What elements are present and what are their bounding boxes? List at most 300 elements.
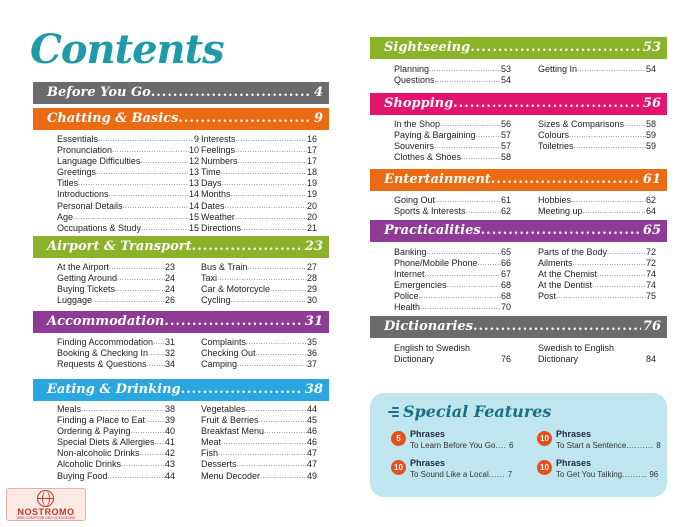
entry-label: Weather [201,211,235,222]
entry-page: 40 [164,426,175,437]
entry-label: Buying Food [57,470,108,481]
section-title: Eating & Drinking [47,382,181,397]
leader-dots [435,75,501,86]
entry-page: 59 [645,130,656,141]
leader-dots [491,169,641,191]
feature-heading: Phrases [410,429,446,439]
toc-entry[interactable] [57,359,175,370]
toc-entry[interactable] [394,64,511,75]
entry-page: 84 [645,354,656,365]
feature-text: To Sound Like a Local [410,470,489,479]
entry-label: Days [201,178,222,189]
entry-label: At the Airport [57,262,110,272]
entry-label: Colours [538,130,570,141]
leader-dots [98,134,194,145]
leader-dots [577,64,646,75]
section-title: Dictionaries [384,319,473,334]
entry-label: Ordering & Paying [57,426,131,437]
toc-entry[interactable] [394,119,511,130]
leader-dots [81,404,165,415]
feature-item-2[interactable]: 10 Phrases To Sound Like a Local...... 7 [391,458,512,480]
section-header-practicalities[interactable] [370,220,667,242]
entry-page: 72 [645,247,656,257]
toc-entry[interactable] [538,280,656,291]
entry-page: 31 [164,337,175,347]
leader-dots [117,273,165,284]
entry-page: 24 [164,273,175,284]
entry-label: Bus & Train [201,262,248,272]
leader-dots [123,201,189,212]
toc-entry[interactable] [538,195,656,206]
toc-entry[interactable] [394,141,511,152]
toc-entry[interactable] [201,459,317,470]
leader-dots [260,471,307,482]
toc-entry[interactable] [201,262,317,273]
section-list-sightseeing [394,64,511,86]
toc-entry[interactable] [201,295,317,306]
section-list-accommodation [57,337,175,370]
feature-text: To Get You Talking [556,470,623,479]
toc-entry[interactable] [394,269,511,280]
leader-dots [597,269,646,280]
toc-entry[interactable] [57,212,199,223]
entry-label: Hobbies [538,195,572,205]
toc-entry[interactable] [201,426,317,437]
entry-page: 14 [188,200,199,211]
entry-page: 20 [306,200,317,211]
leader-dots [92,295,165,306]
entry-page: 65 [500,247,511,257]
leader-dots [231,295,307,306]
section-header-entertainment[interactable] [370,169,667,191]
toc-entry[interactable] [201,415,317,426]
leader-dots [425,269,501,280]
leader-dots [231,189,307,200]
entry-label: Finding a Place to Eat [57,415,146,426]
entry-label: Greetings [57,167,97,178]
entry-label: Phone/Mobile Phone [394,258,478,269]
toc-entry[interactable] [394,258,511,269]
entry-page: 56 [500,119,511,129]
leader-dots [607,247,646,258]
entry-page: 46 [306,426,317,437]
leader-dots [109,189,189,200]
entry-page: 67 [500,269,511,280]
feature-heading: Phrases [556,429,592,439]
entry-label: Taxi [201,273,218,284]
toc-entry[interactable] [201,471,317,482]
section-list-dictionaries [538,343,656,365]
section-header-shopping[interactable] [370,93,667,115]
entry-page: 15 [188,222,199,233]
toc-entry[interactable] [57,337,175,348]
leader-dots [470,37,641,59]
entry-label: Feelings [201,145,236,156]
leader-dots [109,262,165,273]
globe-icon [37,490,54,507]
toc-entry[interactable] [394,291,511,302]
entry-page: 62 [500,206,511,217]
leader-dots [447,280,501,291]
entry-label: Introductions [57,189,109,200]
toc-entry[interactable] [57,134,199,145]
toc-entry[interactable] [394,280,511,291]
entry-page: 68 [500,280,511,291]
entry-page: 19 [306,189,317,200]
special-features-label: Special Features [403,402,552,421]
toc-entry[interactable] [394,206,511,217]
toc-entry[interactable] [57,471,175,482]
toc-entry[interactable] [57,178,199,189]
leader-dots [420,302,501,313]
toc-entry[interactable] [201,212,317,223]
entry-label: Luggage [57,295,93,306]
entry-page: 41 [164,437,175,448]
entry-page: 58 [500,152,511,163]
entry-label: Finding Accommodation [57,337,154,347]
leader-dots [246,404,307,415]
toc-entry[interactable] [394,130,511,141]
section-header-accommodation[interactable] [33,311,329,333]
entry-page: 46 [306,437,317,448]
entry-page: 35 [306,337,317,347]
feature-page: 96 [649,470,659,479]
feature-badge: 10 [537,460,552,475]
toc-entry[interactable] [57,145,199,156]
toc-entry[interactable] [201,189,317,200]
entry-label: Getting Around [57,273,118,284]
toc-entry[interactable] [57,284,175,295]
section-list-chatting [57,134,199,234]
entry-label: Getting In [538,64,578,74]
entry-label: Police [394,291,419,302]
toc-entry[interactable] [201,145,317,156]
entry-label: Post [538,291,557,302]
section-header-airport[interactable] [33,236,329,258]
toc-entry[interactable] [201,284,317,295]
leader-dots [241,223,307,234]
entry-page: 74 [645,280,656,291]
leader-dots [235,212,307,223]
feature-item-3[interactable]: 10 Phrases To Start a Sentence.......... 8 [537,429,661,451]
leader-dots [583,206,646,217]
section-list-eating [57,404,175,482]
entry-page: 18 [306,167,317,178]
toc-entry[interactable] [394,195,511,206]
section-title: Chatting & Basics [47,111,179,126]
toc-entry[interactable] [538,130,656,141]
entry-label: Souvenirs [394,141,435,152]
section-list-sightseeing [538,64,656,75]
leader-dots [78,178,189,189]
toc-entry[interactable] [57,404,175,415]
leader-dots [73,212,189,223]
entry-page: 44 [306,404,317,414]
toc-entry[interactable] [201,404,317,415]
leader-dots [140,448,165,459]
toc-entry[interactable] [57,189,199,200]
special-features-title [388,402,551,421]
leader-dots [140,156,189,167]
leader-dots [574,141,646,152]
leader-dots [427,247,501,258]
entry-label: Fruit & Berries [201,415,259,426]
entry-page: 24 [164,284,175,295]
leader-dots [108,471,165,482]
entry-label: Non-alcoholic Drinks [57,448,140,459]
toc-entry[interactable] [538,141,656,152]
entry-page: 76 [500,354,511,365]
leader-dots [478,258,501,269]
section-title: Practicalities [384,223,481,238]
entry-page: 54 [645,64,656,74]
leader-dots [131,426,165,437]
entry-page: 74 [645,269,656,280]
feature-page: 7 [507,470,513,479]
toc-entry[interactable] [538,291,656,302]
entry-label: Toiletries [538,141,574,152]
toc-entry[interactable] [538,343,656,365]
feature-item-4[interactable]: 10 Phrases To Get You Talking......... 96 [537,458,658,480]
leader-dots [434,141,501,152]
entry-page: 19 [306,178,317,189]
leader-dots [192,236,303,258]
section-page: 38 [304,382,323,397]
entry-label: Occupations & Study [57,222,142,233]
leader-dots [556,291,646,302]
entry-label: Essentials [57,134,99,144]
section-page: 76 [642,319,661,334]
toc-entry[interactable] [57,201,199,212]
leader-dots [476,130,501,141]
entry-label: Banking [394,247,427,257]
entry-label: Sports & Interests [394,206,466,217]
toc-entry[interactable] [394,343,511,365]
leader-dots [141,223,189,234]
entry-page: 45 [306,415,317,426]
entry-page: 14 [188,189,199,200]
entry-label: Dates [201,200,225,211]
toc-entry[interactable] [57,262,175,273]
feature-badge: 5 [391,431,406,446]
leader-dots [218,448,307,459]
section-page: 9 [313,111,323,126]
section-header-sightseeing[interactable] [370,37,667,59]
entry-page: 15 [188,211,199,222]
toc-entry[interactable] [394,247,511,258]
section-page: 53 [642,40,661,55]
toc-entry[interactable] [201,359,317,370]
entry-label: Swedish to English Dictionary [538,343,615,365]
section-header-dictionaries[interactable] [370,316,667,338]
feature-heading: Phrases [410,458,446,468]
toc-entry[interactable] [538,247,656,258]
entry-page: 54 [500,75,511,86]
toc-entry[interactable] [394,152,511,163]
feature-page: 6 [509,441,514,450]
section-list-accommodation [201,337,317,370]
feature-badge: 10 [391,460,406,475]
toc-entry[interactable] [57,348,175,359]
section-page: 56 [642,96,661,111]
toc-entry[interactable] [201,156,317,167]
toc-entry[interactable] [201,134,317,145]
logo-name: NOSTROMO [17,507,75,517]
entry-page: 53 [500,64,511,74]
leader-dots [178,108,312,130]
entry-page: 39 [164,415,175,426]
section-list-practicalities [538,247,656,302]
toc-entry[interactable] [57,295,175,306]
toc-entry[interactable] [57,273,175,284]
toc-entry[interactable] [201,437,317,448]
leader-dots [237,359,307,370]
toc-entry[interactable] [394,302,511,313]
toc-entry[interactable] [201,337,317,348]
toc-entry[interactable] [538,64,656,75]
section-page: 61 [642,172,661,187]
leader-dots [569,130,646,141]
entry-label: Complaints [201,337,247,347]
toc-entry[interactable] [538,269,656,280]
entry-page: 12 [188,156,199,167]
section-page: 65 [642,223,661,238]
feature-item-1[interactable]: 5 Phrases To Learn Before You Go.... 6 [391,429,513,451]
leader-dots [164,311,303,333]
section-title: Shopping [384,96,454,111]
leader-dots [225,201,307,212]
entry-label: Emergencies [394,280,447,291]
toc-entry[interactable] [394,75,511,86]
entry-label: Language Difficulties [57,156,141,167]
entry-label: Health [394,302,421,313]
section-list-dictionaries [394,343,511,365]
toc-entry[interactable] [201,167,317,178]
toc-entry[interactable] [57,223,199,234]
entry-page: 70 [500,302,511,313]
toc-entry[interactable] [201,201,317,212]
entry-label: Requests & Questions [57,359,147,370]
toc-entry[interactable] [57,156,199,167]
section-header-eating[interactable] [33,379,329,401]
page-title: Contents [30,26,224,73]
entry-page: 36 [306,348,317,359]
feature-text: To Learn Before You Go [410,441,496,450]
toc-entry[interactable] [538,119,656,130]
entry-page: 17 [306,156,317,167]
entry-label: Titles [57,178,79,189]
entry-page: 26 [164,295,175,306]
entry-page: 10 [188,145,199,156]
toc-entry[interactable] [57,426,175,437]
entry-label: Alcoholic Drinks [57,459,122,470]
entry-page: 30 [306,295,317,306]
leader-dots [217,273,307,284]
entry-page: 38 [164,404,175,414]
toc-entry[interactable] [201,178,317,189]
toc-entry[interactable] [538,258,656,269]
entry-page: 34 [164,359,175,370]
entry-label: Time [201,167,221,178]
section-header-before[interactable] [33,82,329,104]
leader-dots [236,134,307,145]
leader-dots [419,291,501,302]
leader-dots [96,167,189,178]
leader-dots [181,379,303,401]
entry-label: Meeting up [538,206,583,217]
leader-dots [466,206,501,217]
toc-entry[interactable] [57,437,175,448]
entry-page: 61 [500,195,511,205]
entry-page: 16 [306,134,317,144]
toc-entry[interactable] [57,167,199,178]
entry-label: English to Swedish Dictionary [394,343,471,365]
entry-label: Buying Tickets [57,284,116,295]
leader-dots [624,119,646,130]
leader-dots [221,437,307,448]
entry-page: 20 [306,211,317,222]
entry-label: Pronunciation [57,145,113,156]
leader-dots [235,145,307,156]
entry-label: Meat [201,437,222,448]
entry-page: 43 [164,459,175,470]
section-list-eating [201,404,317,482]
section-list-entertainment [394,195,511,217]
leader-dots [571,195,646,206]
leader-dots [151,82,312,104]
section-list-entertainment [538,195,656,217]
entry-label: At the Dentist [538,280,593,291]
entry-page: 23 [164,262,175,272]
entry-label: At the Chemist [538,269,598,280]
section-header-chatting[interactable] [33,108,329,130]
toc-entry[interactable] [201,273,317,284]
toc-entry[interactable] [57,459,175,470]
entry-page: 44 [164,470,175,481]
entry-label: Checking Out [201,348,256,359]
logo-tagline: WEB COMPTOIR DES VOYAGEURS [16,516,76,520]
toc-entry[interactable] [201,223,317,234]
section-list-chatting [201,134,317,234]
section-title: Entertainment [384,172,491,187]
entry-label: Questions [394,75,435,86]
entry-label: Special Diets & Allergies [57,437,155,448]
toc-entry[interactable] [201,448,317,459]
section-list-shopping [538,119,656,152]
entry-page: 42 [164,448,175,459]
leader-dots [153,337,165,348]
entry-label: Internet [394,269,425,280]
entry-page: 49 [306,470,317,481]
entry-label: Ailments [538,258,573,269]
toc-entry[interactable] [538,206,656,217]
entry-label: Planning [394,64,430,74]
toc-entry[interactable] [57,415,175,426]
leader-dots [121,459,165,470]
toc-entry[interactable] [201,348,317,359]
entry-label: Cycling [201,295,231,306]
leader-dots [453,93,641,115]
toc-entry[interactable] [57,448,175,459]
section-title: Airport & Transport [47,239,192,254]
entry-page: 75 [645,291,656,302]
entry-label: Clothes & Shoes [394,152,462,163]
leader-dots [148,348,165,359]
entry-page: 62 [645,195,656,205]
leader-dots [237,459,307,470]
entry-page: 28 [306,273,317,284]
entry-label: Vegetables [201,404,246,414]
